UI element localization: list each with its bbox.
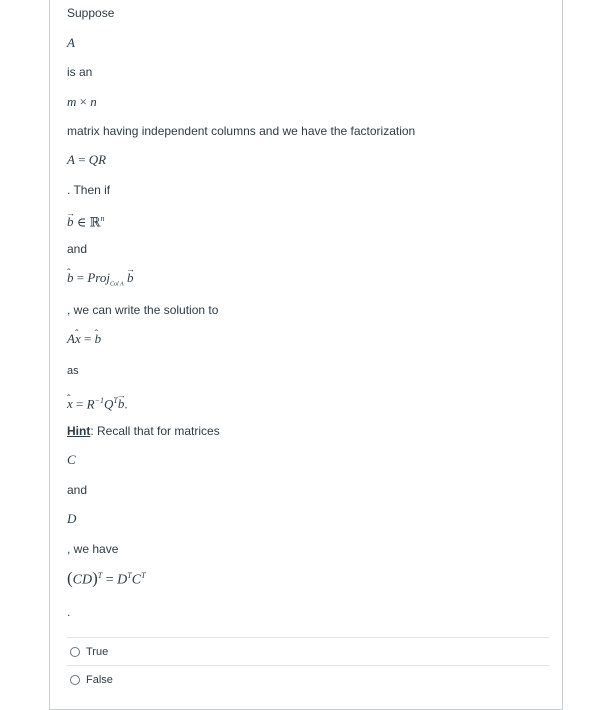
math-proj: Proj	[87, 270, 110, 285]
math-transpose-identity	[67, 568, 146, 589]
option-false-label[interactable]: False	[86, 674, 113, 686]
math-b-hat: ˆ b	[67, 270, 74, 286]
math-close-paren: )	[92, 568, 98, 588]
math-q: Q	[103, 396, 114, 412]
math-equals: =	[76, 270, 85, 285]
math-equals: =	[83, 331, 92, 346]
option-false[interactable]	[70, 674, 113, 686]
math-matrix-a: A	[67, 35, 75, 50]
math-equals: =	[78, 152, 86, 167]
math-b-vector: → b	[127, 270, 134, 286]
math-open-paren: (	[67, 568, 73, 588]
math-col-a-subscript: Col A	[109, 281, 124, 288]
hint-line	[67, 424, 220, 438]
math-m-times-n	[67, 94, 97, 110]
math-times-sign: ×	[79, 94, 87, 109]
text-period: .	[67, 605, 71, 619]
math-matrix-d: D	[67, 511, 77, 526]
math-exponent-n: n	[100, 214, 105, 223]
option-true[interactable]	[70, 646, 108, 658]
math-cd: CD	[72, 572, 93, 588]
math-a: A	[67, 152, 75, 167]
text-and-2: and	[67, 483, 88, 497]
option-true-label[interactable]: True	[86, 646, 109, 658]
question-card	[49, 0, 563, 710]
radio-true[interactable]	[70, 647, 80, 657]
math-c-transpose-exponent: T	[141, 571, 146, 580]
answer-divider-top	[67, 637, 549, 638]
math-r-inverse-exponent: −1	[94, 396, 104, 405]
text-is-an: is an	[67, 65, 93, 79]
text-and: and	[67, 242, 88, 256]
radio-false[interactable]	[70, 675, 80, 685]
math-a: A	[67, 331, 75, 346]
math-element-of: ∈	[76, 214, 87, 230]
text-then-if: . Then if	[67, 183, 111, 197]
math-cd-transpose-exponent: T	[97, 571, 103, 580]
text-as: as	[67, 365, 79, 377]
math-period: .	[124, 396, 128, 412]
math-a-x-hat-equation	[67, 331, 101, 347]
hint-text: : Recall that for matrices	[90, 424, 220, 438]
math-equals: =	[105, 572, 114, 588]
math-d: D	[117, 572, 128, 588]
math-equals: =	[76, 396, 84, 412]
math-n: n	[90, 94, 97, 109]
math-x-hat: ˆ x	[67, 396, 73, 412]
math-b-hat-projection	[67, 270, 133, 293]
math-b-vector: → b	[118, 396, 125, 412]
text-we-have: , we have	[67, 542, 119, 556]
math-c: C	[131, 572, 142, 588]
math-matrix-c: C	[67, 452, 76, 467]
math-x-hat: ˆ x	[75, 331, 81, 347]
math-solution	[67, 393, 128, 412]
text-we-can-write: , we can write the solution to	[67, 303, 219, 317]
math-q-transpose-exponent: T	[113, 396, 118, 405]
math-m: m	[67, 94, 77, 109]
math-qr-factorization	[67, 152, 106, 168]
math-real-numbers: ℝ	[89, 214, 101, 230]
math-b-hat: ˆ b	[95, 331, 102, 347]
text-matrix-description: matrix having independent columns and we have the factorization	[67, 124, 416, 138]
hint-label: Hint	[67, 424, 91, 438]
math-qr: QR	[88, 152, 107, 167]
math-d-transpose-exponent: T	[127, 571, 132, 580]
math-b-in-rn	[67, 211, 104, 230]
text-suppose: Suppose	[67, 6, 115, 20]
math-b-vector: → b	[67, 214, 74, 230]
math-r: R	[86, 396, 95, 412]
answer-divider-middle	[67, 665, 549, 666]
